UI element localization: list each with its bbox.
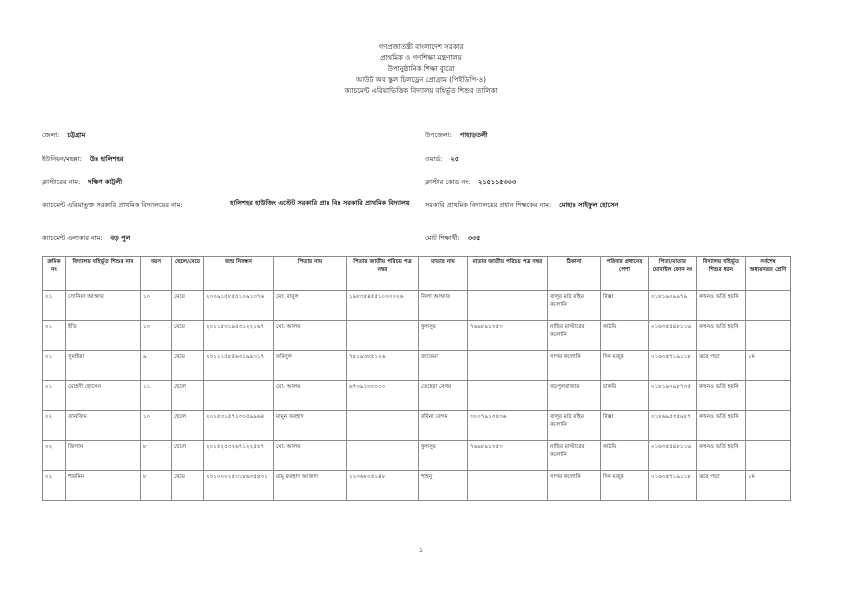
district-label: জেলা: xyxy=(42,131,60,139)
table-cell xyxy=(347,321,419,351)
table-cell: বালুর মাঠ রহিম কলোনি xyxy=(548,411,601,441)
table-cell: কাঠমি xyxy=(601,441,649,471)
table-cell: ১১ xyxy=(141,381,172,411)
union-value: উঃ হালিশহর xyxy=(89,155,124,163)
document-header xyxy=(0,42,842,97)
table-cell: ০১৮৬৯৫৩৫৯৮৭ xyxy=(649,411,697,441)
table-cell: কখনও ভর্তি হয়নি xyxy=(697,441,746,471)
column-header: মাতার নাম xyxy=(419,257,468,291)
table-cell xyxy=(468,291,548,321)
school-label: ক্যাচমেন্ট এরিয়াভুক্ত সরকারি প্রাথমিক বিদ্যালয়ের নাম: xyxy=(42,201,183,209)
column-header: পিতা/মাতার মোবাইল ফোন নং xyxy=(649,257,697,291)
table-cell: কখনও ভর্তি হয়নি xyxy=(697,381,746,411)
table-cell xyxy=(347,441,419,471)
school-value: হালিশহর হাউজিং এস্টেট সরকারি প্রাঃ বিঃ সরকারি প্রাথমিক বিদ্যালয় xyxy=(230,199,410,207)
ward-value: ২৫ xyxy=(450,155,459,163)
table-cell: সোনিয়া আক্তার xyxy=(66,291,141,321)
table-cell: ফাতেমা xyxy=(419,351,468,381)
table-header-row xyxy=(43,257,791,291)
table-cell: ০১ xyxy=(43,321,66,351)
column-header: পিতার জাতীয় পরিচয় পত্র নম্বর xyxy=(347,257,419,291)
table-cell: কাঠমি xyxy=(601,321,649,351)
head-teacher-field xyxy=(425,200,618,211)
page-number: ১ xyxy=(418,546,424,554)
table-cell: মেয়ে xyxy=(172,351,204,381)
table-cell: কুলসুম xyxy=(419,321,468,351)
cluster-name-field xyxy=(42,177,122,188)
table-cell: ০২ xyxy=(43,471,66,501)
ward-label: ওয়ার্ড: xyxy=(425,155,443,163)
table-cell: মেহেদী হোসেন xyxy=(66,381,141,411)
table-cell: ০২ xyxy=(43,411,66,441)
table-cell: ৮ xyxy=(141,441,172,471)
cluster-name-label: ক্লাস্টারের নাম: xyxy=(42,178,81,186)
table-row xyxy=(43,411,791,441)
table-cell: ফরিদুল xyxy=(274,351,347,381)
table-cell: ২২৩৬৮০৫১৪৮ xyxy=(347,471,419,501)
table-cell: ৬৭৩৯১৩০০০০ xyxy=(347,381,419,411)
header-program: আউট অব স্কুল চিলড্রেন প্রোগ্রাম (পিইডিপি-৪) xyxy=(356,76,486,84)
header-government: গণপ্রজাতন্ত্রী বাংলাদেশ সরকার xyxy=(378,43,464,51)
table-cell: মেয়ে xyxy=(172,321,204,351)
table-cell: তানজিম xyxy=(66,411,141,441)
table-cell: মো: আলম xyxy=(274,441,347,471)
column-header: ক্রমিক নং xyxy=(43,257,66,291)
table-cell: মেয়ে xyxy=(172,471,204,501)
column-header: সর্বশেষ অধ্যয়নরত শ্রেণি xyxy=(746,257,791,291)
table-cell: চাকরি xyxy=(601,381,649,411)
cluster-code-label: ক্লাস্টার কোড নং: xyxy=(425,178,471,186)
column-header: মাতার জাতীয় পরিচয় পত্র নম্বর xyxy=(468,257,548,291)
table-cell: সাগর কলোনি xyxy=(548,471,601,501)
table-cell: ১৯৮৩৫৪৫৫১০০০০২৬ xyxy=(347,291,419,321)
column-header: জন্ম নিবন্ধন xyxy=(204,257,274,291)
table-cell: ০১৬৩৫৭১৯১১৮ xyxy=(649,471,697,501)
table-cell: নাছির মাস্টারের কলোনি xyxy=(548,321,601,351)
cluster-code-value: ২১৫১১৫৩০৩ xyxy=(478,178,517,186)
table-cell: শাহনু xyxy=(419,471,468,501)
district-field xyxy=(42,130,85,141)
table-cell: মো: আলম xyxy=(274,321,347,351)
table-cell xyxy=(746,381,791,411)
table-cell: ০১৬৩৫৫৪৮১১৬ xyxy=(649,441,697,471)
column-header: পরিবার প্রধানের পেশা xyxy=(601,257,649,291)
union-field xyxy=(42,154,123,165)
table-cell: ২০১১৫৩১৯৫৩১২২১৬৭ xyxy=(204,321,274,351)
table-cell: ০১৮১৯০৯৮৭৩৫ xyxy=(649,381,697,411)
table-cell: ৩০০৭৯১৩৫৩৬ xyxy=(468,411,548,441)
total-students-field xyxy=(425,233,481,244)
table-cell: মো: আলম xyxy=(274,381,347,411)
table-cell: কুলসুম xyxy=(419,441,468,471)
table-cell: জিসান xyxy=(66,441,141,471)
table-cell xyxy=(746,321,791,351)
table-cell: ৭৮১৯৩৮৫১২৬ xyxy=(347,351,419,381)
table-cell: ছেলে xyxy=(172,441,204,471)
table-cell: ১ম xyxy=(746,471,791,501)
table-cell: ঝরে পড়া xyxy=(697,351,746,381)
header-list-title: ক্যাচমেন্ট এরিয়াভিত্তিক বিদ্যালয় বহির্ভূত শিশুর তালিকা xyxy=(344,87,498,95)
table-cell: রিক্সা xyxy=(601,411,649,441)
table-cell: ৮ xyxy=(141,471,172,501)
table-cell xyxy=(746,441,791,471)
table-cell: নিলা আক্তার xyxy=(419,291,468,321)
column-header: ছেলে/মেয়ে xyxy=(172,257,204,291)
column-header: বিদ্যালয় বহির্ভূত শিশুর ধরন xyxy=(697,257,746,291)
table-cell: ০১৬৩৫৭১৯১১৮ xyxy=(649,351,697,381)
table-cell: ১০ xyxy=(141,411,172,441)
table-cell: কখনও ভর্তি হয়নি xyxy=(697,321,746,351)
table-cell: ১ম xyxy=(746,351,791,381)
table-cell xyxy=(204,381,274,411)
table-cell: সুমাইয়া xyxy=(66,351,141,381)
table-cell: ০২ xyxy=(43,441,66,471)
table-cell: ৯ xyxy=(141,351,172,381)
catchment-area-field xyxy=(42,233,130,244)
table-cell: ৭৬৯৮৯১৩৫৩ xyxy=(468,441,548,471)
table-cell: বড়পুলবাজার xyxy=(548,381,601,411)
table-cell: রবিনা বেগম xyxy=(419,411,468,441)
table-cell: মামু ফরহাদ আজাদ xyxy=(274,471,347,501)
column-header: বিদ্যালয় বহির্ভূত শিশুর নাম xyxy=(66,257,141,291)
table-cell: তেহেরা বেগম xyxy=(419,381,468,411)
table-row xyxy=(43,351,791,381)
table-cell xyxy=(746,291,791,321)
table-cell: বালুর মাঠ রহিম কলোনি xyxy=(548,291,601,321)
table-body xyxy=(43,291,791,501)
table-cell: মেয়ে xyxy=(172,291,204,321)
table-cell: ছেলে xyxy=(172,411,204,441)
total-students-value: ৩৩৫ xyxy=(467,234,481,242)
table-row xyxy=(43,291,791,321)
out-of-school-children-table xyxy=(42,256,791,501)
table-cell xyxy=(746,411,791,441)
header-bureau: উপানুষ্ঠানিক শিক্ষা ব্যুরো xyxy=(387,65,455,73)
table-cell: ২০১৫৩১৫৭১৩০৫৯৯৬৪ xyxy=(204,411,274,441)
head-teacher-label: সরকারি প্রাথমিক বিদ্যালয়ের প্রধান শিক্ষকের নাম: xyxy=(425,201,552,209)
table-cell: সাগর কলোনি xyxy=(548,351,601,381)
table-cell xyxy=(468,381,548,411)
table-cell: ০১৮১৯০৯৯৭৯ xyxy=(649,291,697,321)
table-cell: ঝরে পড়া xyxy=(697,471,746,501)
cluster-name-value: দক্ষিণ কাট্টলী xyxy=(88,178,123,186)
table-cell: রিক্সা xyxy=(601,291,649,321)
table-cell: ১০ xyxy=(141,291,172,321)
table-cell: ২০০৯১৫৮৫৫১০৯১৩৭৬ xyxy=(204,291,274,321)
table-cell: ছেলে xyxy=(172,381,204,411)
table-cell: ইতি xyxy=(66,321,141,351)
catchment-area-value: বড় পুল xyxy=(110,234,131,242)
table-cell xyxy=(468,471,548,501)
column-header: বয়স xyxy=(141,257,172,291)
upazila-value: পাহাড়তলী xyxy=(459,131,488,139)
table-row xyxy=(43,381,791,411)
table-cell: ০১ xyxy=(43,381,66,411)
table-cell: ১০ xyxy=(141,321,172,351)
district-value: চট্টগ্রাম xyxy=(67,131,86,139)
cluster-code-field xyxy=(425,177,516,188)
ward-field xyxy=(425,154,459,165)
upazila-label: উপজেলা: xyxy=(425,131,452,139)
table-cell: ২০১২১৫৮৫৬৩১৯৯৩১৭ xyxy=(204,351,274,381)
table-cell: ০১ xyxy=(43,351,66,381)
table-row xyxy=(43,321,791,351)
table-cell: ০১৬৩৫৫৪৮১১৬ xyxy=(649,321,697,351)
table-cell: কখনও ভর্তি হয়নি xyxy=(697,411,746,441)
table-cell: দিন মজুর xyxy=(601,471,649,501)
table-row xyxy=(43,441,791,471)
table-cell xyxy=(468,351,548,381)
table-cell: ২০১০০০২৫৩১৮৬৩৫৪৩১ xyxy=(204,471,274,501)
table-cell: নাছির মাস্টারের কলোনি xyxy=(548,441,601,471)
table-row xyxy=(43,471,791,501)
table-cell: ২০১৫২৫৩২৬৭১২২৫৫৭ xyxy=(204,441,274,471)
union-label: ইউনিয়ন/মহল্লা: xyxy=(42,155,82,163)
table-cell: দিন মজুর xyxy=(601,351,649,381)
catchment-area-label: ক্যাচমেন্ট এলাকার নাম: xyxy=(42,234,103,242)
table-cell: মামুন ফরহাদ xyxy=(274,411,347,441)
table-cell: ০১ xyxy=(43,291,66,321)
upazila-field xyxy=(425,130,488,141)
table-cell: শারমিন xyxy=(66,471,141,501)
header-ministry: প্রাথমিক ও গণশিক্ষা মন্ত্রণালয় xyxy=(380,54,462,62)
total-students-label: মোট শিক্ষার্থী: xyxy=(425,234,460,242)
table-cell: কখনও ভর্তি হয়নি xyxy=(697,291,746,321)
column-header: ঠিকানা xyxy=(548,257,601,291)
table-cell: ৭৬৯৮৯১৩৫৩ xyxy=(468,321,548,351)
head-teacher-value: মোহাঃ সাইফুল হোসেন xyxy=(559,201,619,209)
column-header: পিতার নাম xyxy=(274,257,347,291)
table-cell xyxy=(347,411,419,441)
table-cell: মো: বাবুল xyxy=(274,291,347,321)
